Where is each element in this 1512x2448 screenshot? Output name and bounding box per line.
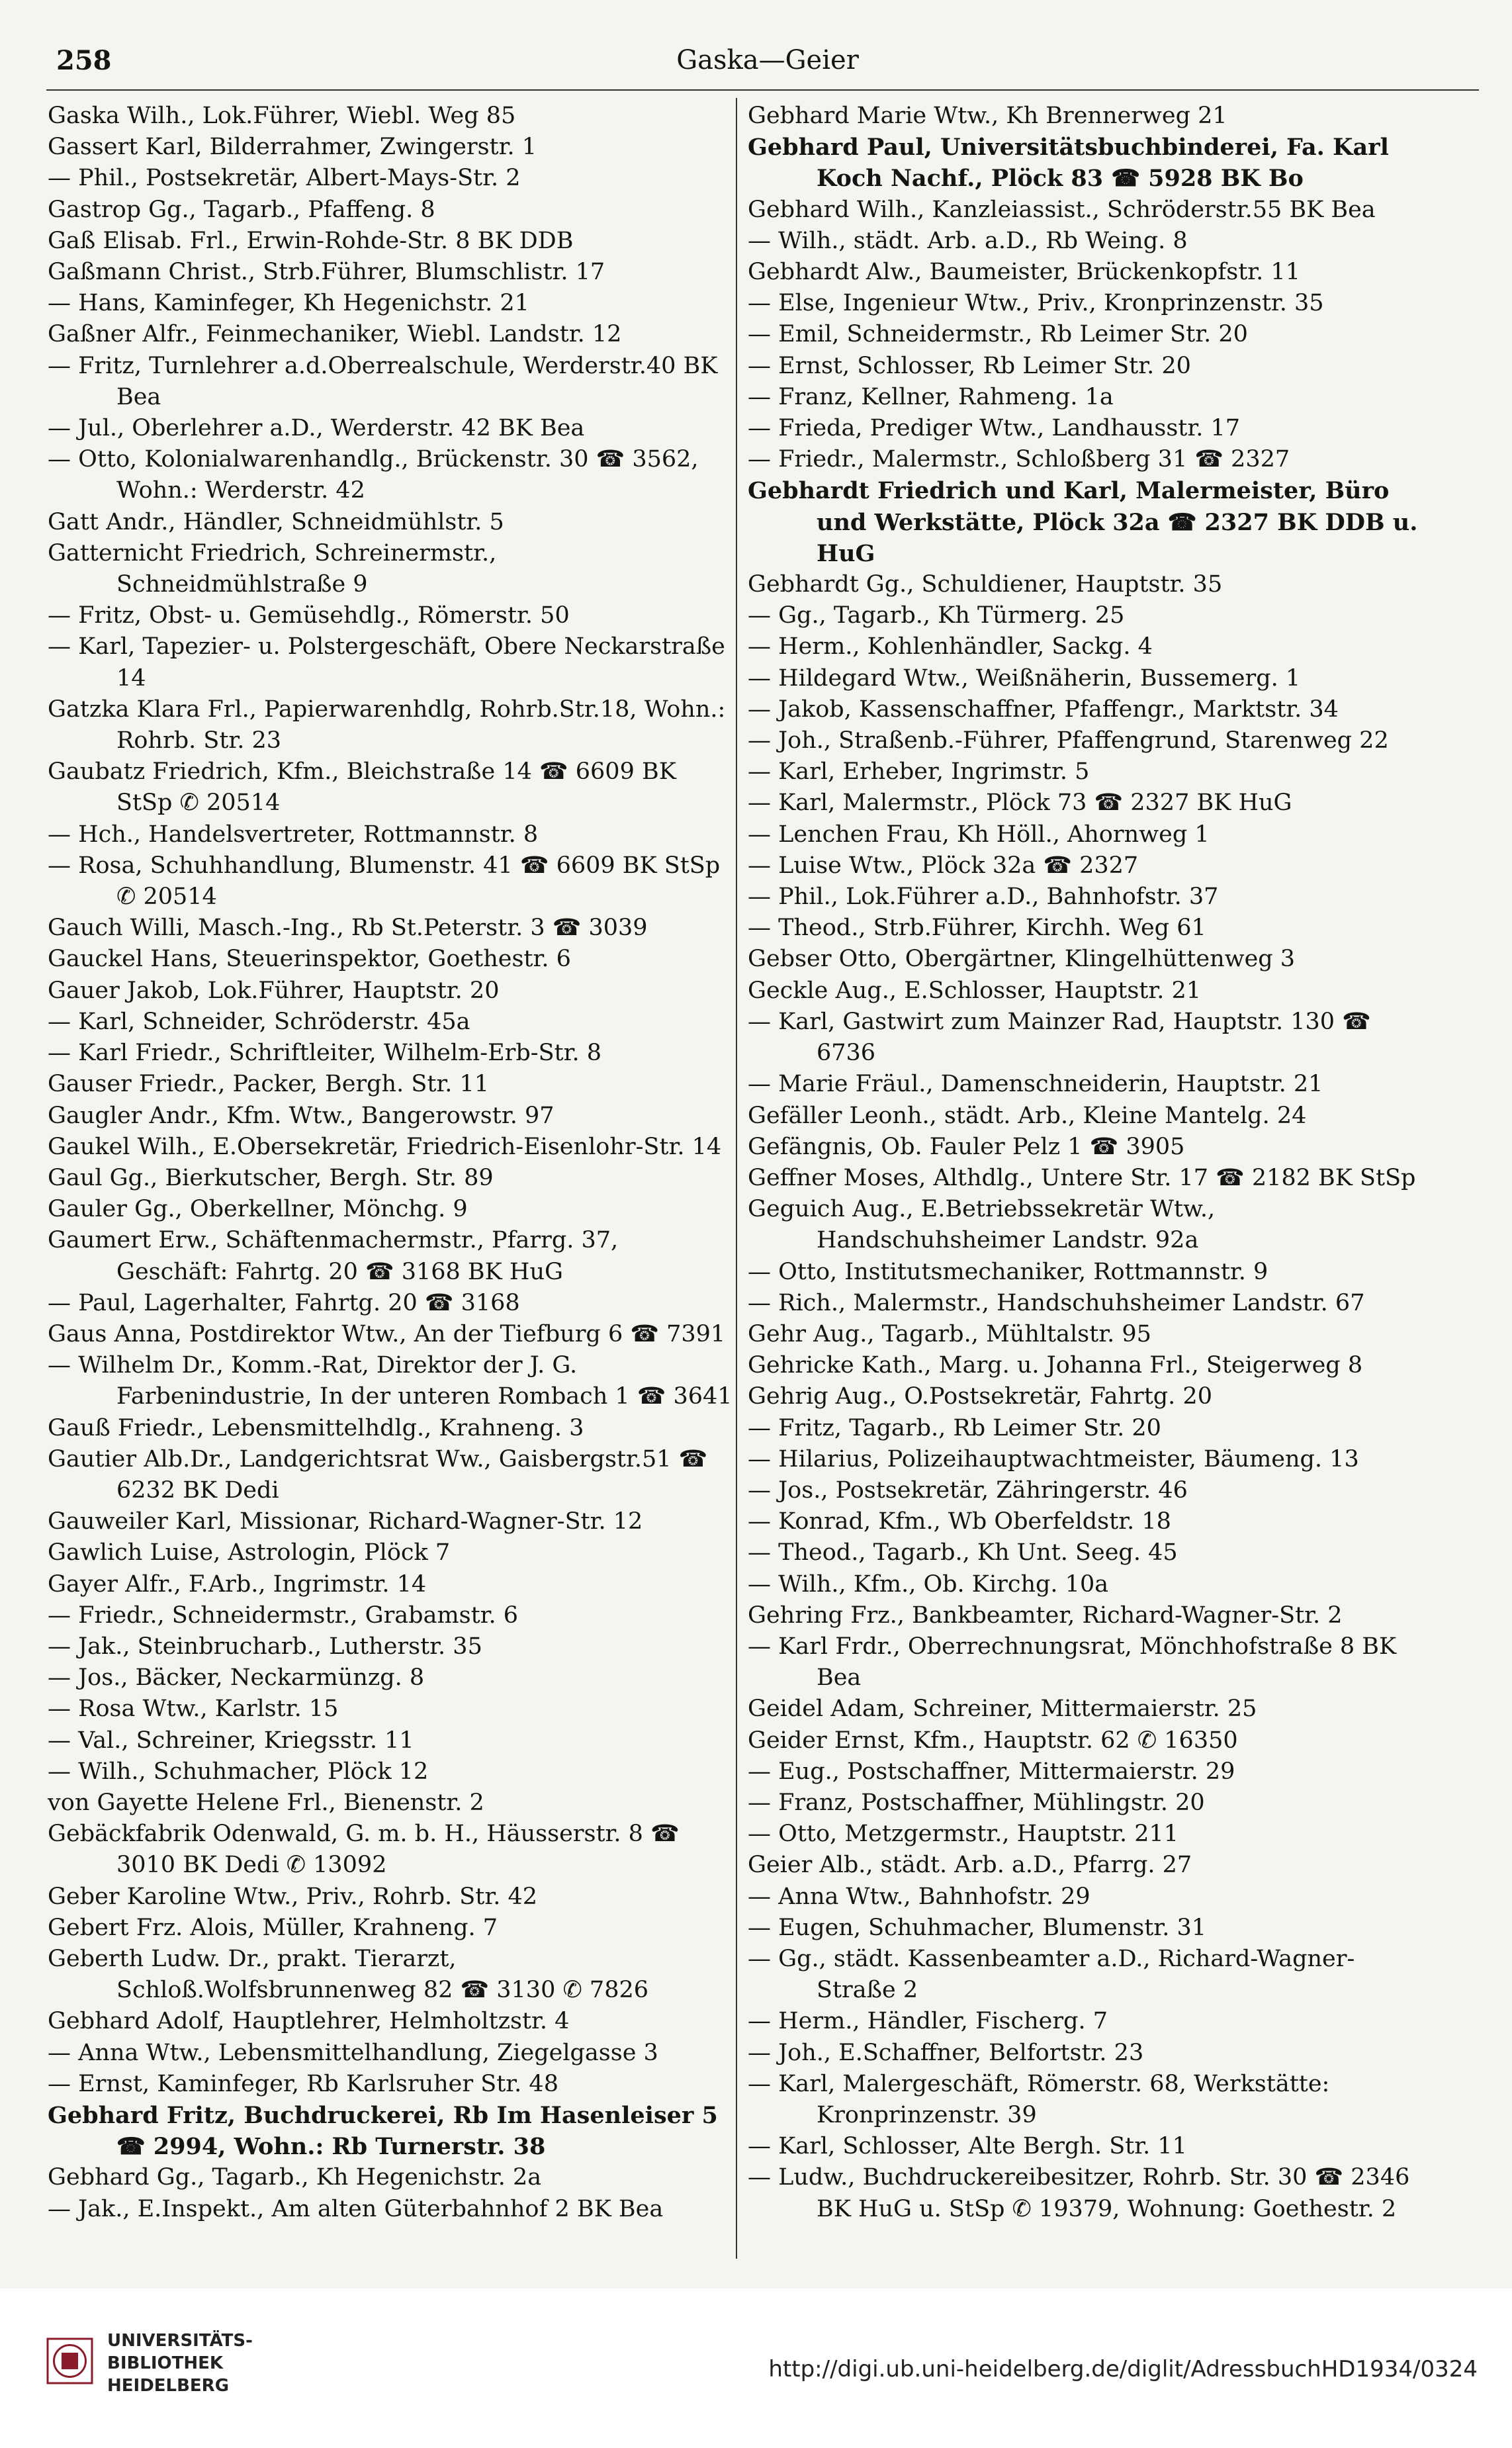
directory-entry: — Karl, Schneider, Schröderstr. 45a [48, 1008, 470, 1035]
directory-entry: Geckle Aug., E.Schlosser, Hauptstr. 21 [748, 977, 1202, 1004]
logo-line: BIBLIOTHEK [107, 2353, 224, 2373]
directory-entry: Gehring Frz., Bankbeamter, Richard-Wagner-Str. 2 [748, 1602, 1343, 1629]
directory-entry: — Theod., Tagarb., Kh Unt. Seeg. 45 [748, 1539, 1178, 1566]
directory-entry: von Gayette Helene Frl., Bienenstr. 2 [48, 1789, 484, 1816]
directory-entry: Geidel Adam, Schreiner, Mittermaierstr. 25 [748, 1696, 1257, 1723]
directory-entry: — Fritz, Turnlehrer a.d.Oberrealschule, Werderstr.40 BK Bea [48, 352, 718, 410]
directory-entry: — Eugen, Schuhmacher, Blumenstr. 31 [748, 1914, 1206, 1941]
directory-entry: Gastrop Gg., Tagarb., Pfaffeng. 8 [48, 196, 435, 223]
directory-entry: Geber Karoline Wtw., Priv., Rohrb. Str. 42 [48, 1883, 537, 1910]
logo-line: UNIVERSITÄTS- [107, 2331, 253, 2351]
directory-entry: — Ernst, Schlosser, Rb Leimer Str. 20 [748, 352, 1191, 379]
right-column [748, 101, 1433, 2225]
directory-entry: Gauer Jakob, Lok.Führer, Hauptstr. 20 [48, 977, 500, 1004]
directory-entry: — Phil., Lok.Führer a.D., Bahnhofstr. 37 [748, 884, 1219, 911]
directory-entry: — Gg., Tagarb., Kh Türmerg. 25 [748, 602, 1125, 629]
logo-line: HEIDELBERG [107, 2376, 230, 2396]
directory-entry: Gebäckfabrik Odenwald, G. m. b. H., Häusserstr. 8 ☎ 3010 BK Dedi ✆ 13092 [48, 1821, 680, 1879]
directory-entry: Geberth Ludw. Dr., prakt. Tierarzt, Schloß.Wolfsbrunnenweg 82 ☎ 3130 ✆ 7826 [48, 1945, 648, 2004]
directory-entry: Gaugler Andr., Kfm. Wtw., Bangerowstr. 97 [48, 1102, 555, 1129]
directory-entry: Gatzka Klara Frl., Papierwarenhdlg, Rohrb.Str.18, Wohn.: Rohrb. Str. 23 [48, 696, 726, 754]
directory-entry: Geffner Moses, Althdlg., Untere Str. 17 ☎ 2182 BK StSp [748, 1164, 1416, 1191]
directory-entry: — Karl, Malergeschäft, Römerstr. 68, Werkstätte: Kronprinzenstr. 39 [748, 2070, 1330, 2128]
directory-entry: — Jak., E.Inspekt., Am alten Güterbahnhof 2 BK Bea [48, 2195, 664, 2222]
directory-entry: Gayer Alfr., F.Arb., Ingrimstr. 14 [48, 1570, 427, 1598]
directory-entry: — Theod., Strb.Führer, Kirchh. Weg 61 [748, 915, 1206, 942]
directory-entry: — Phil., Postsekretär, Albert-Mays-Str. 2 [48, 165, 521, 192]
directory-entry: — Jakob, Kassenschaffner, Pfaffengr., Marktstr. 34 [748, 696, 1339, 723]
directory-entry: Gebhard Paul, Universitätsbuchbinderei, Fa. Karl Koch Nachf., Plöck 83 ☎ 5928 BK Bo [748, 134, 1389, 193]
directory-entry: — Franz, Postschaffner, Mühlingstr. 20 [748, 1789, 1205, 1816]
directory-entry: — Friedr., Schneidermstr., Grabamstr. 6 [48, 1602, 519, 1629]
directory-entry: — Fritz, Tagarb., Rb Leimer Str. 20 [748, 1414, 1161, 1441]
directory-entry: — Emil, Schneidermstr., Rb Leimer Str. 20 [748, 321, 1248, 348]
directory-entry: — Wilh., Schuhmacher, Plöck 12 [48, 1758, 429, 1785]
directory-entry: — Hilarius, Polizeihauptwachtmeister, Bäumeng. 13 [748, 1445, 1359, 1473]
directory-entry: Gaul Gg., Bierkutscher, Bergh. Str. 89 [48, 1164, 494, 1191]
university-library-logo-icon [45, 2336, 95, 2386]
directory-entry: — Hildegard Wtw., Weißnäherin, Bussemerg. 1 [748, 664, 1301, 692]
directory-entry: — Jul., Oberlehrer a.D., Werderstr. 42 BK Bea [48, 415, 585, 442]
directory-entry: Gaumert Erw., Schäftenmachermstr., Pfarrg. 37, Geschäft: Fahrtg. 20 ☎ 3168 BK HuG [48, 1227, 619, 1285]
page-number: 258 [56, 45, 112, 76]
directory-entry: — Wilh., Kfm., Ob. Kirchg. 10a [748, 1570, 1109, 1598]
directory-entry: Gebhard Wilh., Kanzleiassist., Schröderstr.55 BK Bea [748, 196, 1376, 223]
directory-entry: — Hch., Handelsvertreter, Rottmannstr. 8 [48, 821, 539, 848]
directory-entry: Gauch Willi, Masch.-Ing., Rb St.Peterstr. 3 ☎ 3039 [48, 915, 648, 942]
directory-entry: — Ludw., Buchdruckereibesitzer, Rohrb. Str. 30 ☎ 2346 BK HuG u. StSp ✆ 19379, Wohnung: Goethestr. 2 [748, 2164, 1410, 2222]
directory-entry: Geider Ernst, Kfm., Hauptstr. 62 ✆ 16350 [748, 1727, 1238, 1754]
directory-entry: — Herm., Kohlenhändler, Sackg. 4 [748, 633, 1153, 660]
directory-entry: Gaßner Alfr., Feinmechaniker, Wiebl. Landstr. 12 [48, 321, 622, 348]
directory-entry: — Hans, Kaminfeger, Kh Hegenichstr. 21 [48, 290, 529, 317]
directory-entry: — Otto, Kolonialwarenhandlg., Brückenstr. 30 ☎ 3562, Wohn.: Werderstr. 42 [48, 446, 699, 504]
directory-entry: Gebert Frz. Alois, Müller, Krahneng. 7 [48, 1914, 498, 1941]
directory-entry: Gauweiler Karl, Missionar, Richard-Wagner-Str. 12 [48, 1508, 643, 1535]
directory-entry: Gauckel Hans, Steuerinspektor, Goethestr. 6 [48, 946, 571, 973]
directory-entry: — Else, Ingenieur Wtw., Priv., Kronprinzenstr. 35 [748, 290, 1324, 317]
directory-entry: — Friedr., Malermstr., Schloßberg 31 ☎ 2327 [748, 446, 1290, 473]
directory-entry: Gaus Anna, Postdirektor Wtw., An der Tiefburg 6 ☎ 7391 [48, 1320, 726, 1347]
left-column [48, 101, 733, 2225]
header-rule [46, 89, 1479, 91]
directory-entry: Geguich Aug., E.Betriebssekretär Wtw., Handschuhsheimer Landstr. 92a [748, 1196, 1216, 1254]
directory-entry: Gatt Andr., Händler, Schneidmühlstr. 5 [48, 508, 504, 535]
directory-entry: Gefängnis, Ob. Fauler Pelz 1 ☎ 3905 [748, 1133, 1185, 1160]
directory-entry: — Frieda, Prediger Wtw., Landhausstr. 17 [748, 415, 1241, 442]
directory-entry: — Karl Frdr., Oberrechnungsrat, Mönchhofstraße 8 BK Bea [748, 1633, 1397, 1692]
directory-entry: — Karl, Gastwirt zum Mainzer Rad, Hauptstr. 130 ☎ 6736 [748, 1008, 1371, 1067]
directory-entry: — Anna Wtw., Lebensmittelhandlung, Ziegelgasse 3 [48, 2039, 658, 2066]
directory-entry: — Rosa, Schuhhandlung, Blumenstr. 41 ☎ 6609 BK StSp ✆ 20514 [48, 852, 721, 911]
directory-entry: Geier Alb., städt. Arb. a.D., Pfarrg. 27 [748, 1852, 1192, 1879]
directory-entry: — Eug., Postschaffner, Mittermaierstr. 29 [748, 1758, 1235, 1785]
directory-entry: Gaubatz Friedrich, Kfm., Bleichstraße 14 ☎ 6609 BK StSp ✆ 20514 [48, 758, 676, 817]
directory-entry: — Jos., Postsekretär, Zähringerstr. 46 [748, 1476, 1188, 1504]
library-logo-text [107, 2330, 253, 2397]
directory-entry: — Otto, Metzgermstr., Hauptstr. 211 [748, 1821, 1179, 1848]
directory-entry: Gebhardt Gg., Schuldiener, Hauptstr. 35 [748, 571, 1223, 598]
directory-entry: — Jos., Bäcker, Neckarmünzg. 8 [48, 1664, 425, 1692]
directory-entry: — Fritz, Obst- u. Gemüsehdlg., Römerstr. 50 [48, 602, 570, 629]
page-title: Gaska—Geier [676, 45, 859, 75]
column-divider [736, 98, 737, 2259]
directory-entry: — Joh., Straßenb.-Führer, Pfaffengrund, Starenweg 22 [748, 727, 1389, 754]
directory-entry: — Joh., E.Schaffner, Belfortstr. 23 [748, 2039, 1144, 2066]
directory-entry: — Karl, Schlosser, Alte Bergh. Str. 11 [748, 2133, 1187, 2160]
page-header [56, 45, 1479, 85]
directory-entry: Gehricke Kath., Marg. u. Johanna Frl., Steigerweg 8 [748, 1352, 1363, 1379]
directory-entry: — Wilh., städt. Arb. a.D., Rb Weing. 8 [748, 227, 1188, 254]
directory-entry: Gefäller Leonh., städt. Arb., Kleine Mantelg. 24 [748, 1102, 1307, 1129]
directory-entry: Gehr Aug., Tagarb., Mühltalstr. 95 [748, 1320, 1151, 1347]
directory-entry: — Jak., Steinbrucharb., Lutherstr. 35 [48, 1633, 482, 1660]
directory-entry: — Paul, Lagerhalter, Fahrtg. 20 ☎ 3168 [48, 1289, 520, 1316]
directory-entry: Gebhardt Friedrich und Karl, Malermeister, Büro und Werkstätte, Plöck 32a ☎ 2327 BK DDB u. HuG [748, 477, 1418, 567]
directory-entry: Gatternicht Friedrich, Schreinermstr., Schneidmühlstraße 9 [48, 539, 497, 598]
directory-entry: Gawlich Luise, Astrologin, Plöck 7 [48, 1539, 451, 1566]
directory-entry: Gebhard Marie Wtw., Kh Brennerweg 21 [748, 103, 1227, 129]
directory-entry: Gebhard Fritz, Buchdruckerei, Rb Im Hasenleiser 5 ☎ 2994, Wohn.: Rb Turnerstr. 38 [48, 2102, 718, 2161]
directory-entry: Gaska Wilh., Lok.Führer, Wiebl. Weg 85 [48, 103, 516, 129]
directory-entry: Gebser Otto, Obergärtner, Klingelhüttenweg 3 [748, 946, 1296, 973]
directory-entry: — Karl Friedr., Schriftleiter, Wilhelm-Erb-Str. 8 [48, 1040, 602, 1067]
directory-entry: — Ernst, Kaminfeger, Rb Karlsruher Str. 48 [48, 2070, 558, 2097]
directory-entry: Gebhard Adolf, Hauptlehrer, Helmholtzstr. 4 [48, 2008, 570, 2035]
directory-entry: — Val., Schreiner, Kriegsstr. 11 [48, 1727, 414, 1754]
directory-entry: — Otto, Institutsmechaniker, Rottmannstr. 9 [748, 1258, 1268, 1285]
directory-entry: Gauler Gg., Oberkellner, Mönchg. 9 [48, 1196, 468, 1223]
directory-entry: — Konrad, Kfm., Wb Oberfeldstr. 18 [748, 1508, 1171, 1535]
directory-entry: — Lenchen Frau, Kh Höll., Ahornweg 1 [748, 821, 1210, 848]
directory-entry: Gaukel Wilh., E.Obersekretär, Friedrich-Eisenlohr-Str. 14 [48, 1133, 722, 1160]
directory-entry: — Franz, Kellner, Rahmeng. 1a [748, 383, 1114, 410]
directory-entry: Gaß Elisab. Frl., Erwin-Rohde-Str. 8 BK DDB [48, 227, 574, 254]
directory-entry: Gautier Alb.Dr., Landgerichtsrat Ww., Gaisbergstr.51 ☎ 6232 BK Dedi [48, 1445, 708, 1504]
directory-entry: — Anna Wtw., Bahnhofstr. 29 [748, 1883, 1090, 1910]
directory-entry: Gauß Friedr., Lebensmittelhdlg., Krahneng. 3 [48, 1414, 584, 1441]
directory-entry: — Luise Wtw., Plöck 32a ☎ 2327 [748, 852, 1139, 879]
directory-entry: Gaßmann Christ., Strb.Führer, Blumschlistr. 17 [48, 259, 605, 286]
source-url-link[interactable]: http://digi.ub.uni-heidelberg.de/diglit/AdressbuchHD1934/0324 [768, 2356, 1478, 2382]
directory-entry: — Rich., Malermstr., Handschuhsheimer Landstr. 67 [748, 1289, 1365, 1316]
directory-entry: Gebhard Gg., Tagarb., Kh Hegenichstr. 2a [48, 2164, 542, 2191]
directory-entry: Gebhardt Alw., Baumeister, Brückenkopfstr. 11 [748, 259, 1300, 286]
directory-entry: Gauser Friedr., Packer, Bergh. Str. 11 [48, 1071, 490, 1098]
directory-entry: — Rosa Wtw., Karlstr. 15 [48, 1696, 339, 1723]
directory-entry: Gehrig Aug., O.Postsekretär, Fahrtg. 20 [748, 1383, 1212, 1410]
directory-entry: — Karl, Tapezier- u. Polstergeschäft, Obere Neckarstraße 14 [48, 633, 725, 692]
directory-entry: — Herm., Händler, Fischerg. 7 [748, 2008, 1108, 2035]
directory-entry: — Marie Fräul., Damenschneiderin, Hauptstr. 21 [748, 1071, 1323, 1098]
directory-entry: — Wilhelm Dr., Komm.-Rat, Direktor der J. G. Farbenindustrie, In der unteren Rombach 1 ☎ 3641 [48, 1352, 733, 1410]
directory-entry: — Karl, Erheber, Ingrimstr. 5 [748, 758, 1090, 786]
directory-entry: Gassert Karl, Bilderrahmer, Zwingerstr. 1 [48, 134, 537, 161]
directory-entry: — Gg., städt. Kassenbeamter a.D., Richard-Wagner-Straße 2 [748, 1945, 1355, 2004]
directory-entry: — Karl, Malermstr., Plöck 73 ☎ 2327 BK HuG [748, 790, 1292, 817]
